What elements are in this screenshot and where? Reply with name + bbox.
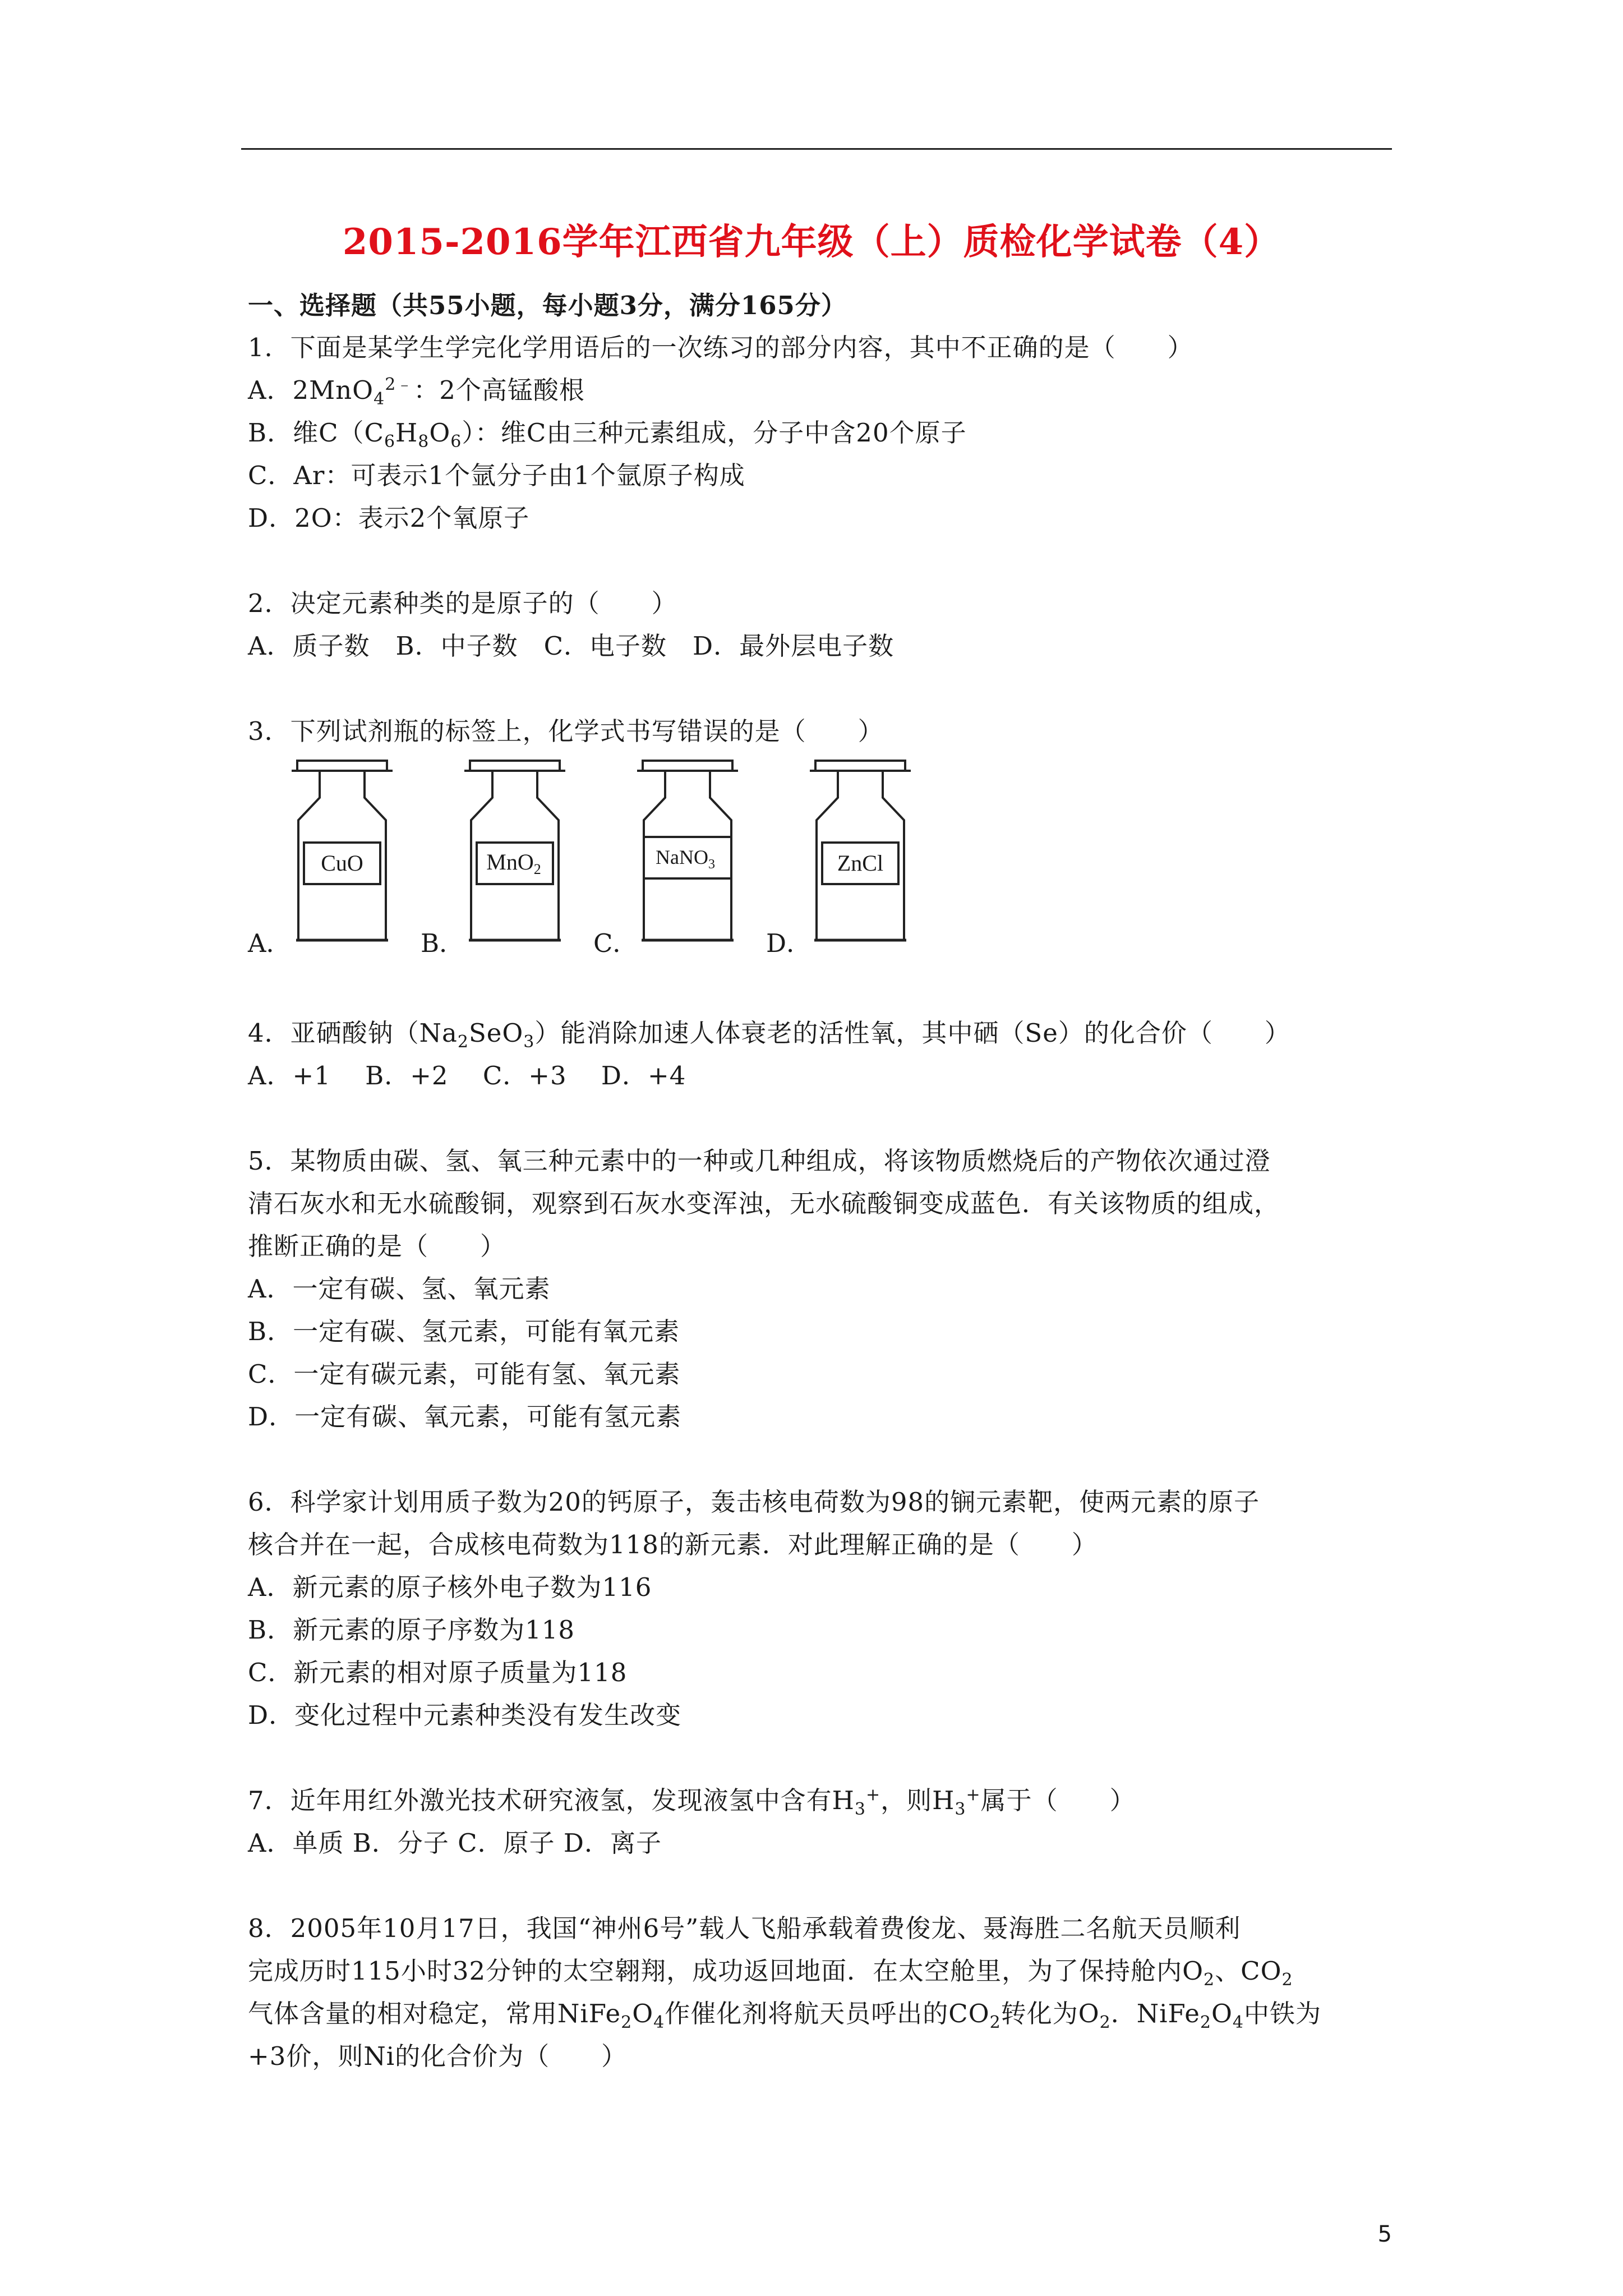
q7-stem: 7．近年用红外激光技术研究液氢，发现液氢中含有$H_3^+$，则$H_3^+$属于（ ） (248, 1785, 1136, 1819)
q6-option-c: C．新元素的相对原子质量为118 (248, 1658, 628, 1687)
q6-option-b: B．新元素的原子序数为118 (248, 1615, 575, 1645)
q8-stem-line3: 气体含量的相对稳定，常用$NiFe_2O_4$作催化剂将航天员呼出的$CO_2$转化为$O_2$．$NiFe_2O_4$中铁为 (248, 1999, 1321, 2032)
section-heading: 一、选择题（共55小题，每小题3分，满分165分） (248, 291, 847, 320)
q3-option-d-label: D． (766, 928, 812, 958)
q1-option-b: B．维$C(C_6H_8O_6)$：维C由三种元素组成，分子中含20个原子 (248, 418, 967, 452)
bottle-c-image (631, 758, 744, 944)
q7-options: A．单质 B．分子 C．原子 D．离子 (248, 1828, 662, 1858)
q1-option-c: C．Ar：可表示1个氩分子由1个氩原子构成 (248, 461, 745, 490)
bottle-b-label: MnO$_2$ (486, 849, 541, 877)
q6-option-d: D．变化过程中元素种类没有发生改变 (248, 1700, 682, 1730)
q1-option-a: A．2MnO$_4^{2﹣}$：2个高锰酸根 (248, 375, 585, 409)
q5-stem-line3: 推断正确的是（ ） (248, 1231, 506, 1261)
q4-options: A．+1 B．+2 C．+3 D．+4 (248, 1061, 686, 1091)
header-rule (241, 148, 1392, 150)
bottle-d-image (804, 758, 916, 944)
q5-option-d: D．一定有碳、氧元素，可能有氢元素 (248, 1402, 682, 1432)
q3-option-b-label: B． (421, 928, 465, 958)
q5-option-a: A．一定有碳、氢、氧元素 (248, 1274, 551, 1304)
q8-stem-line1: 8．2005年10月17日，我国“神州6号”载人飞船承载着费俊龙、聂海胜二名航天员顺利 (248, 1913, 1241, 1943)
q5-stem-line2: 清石灰水和无水硫酸铜，观察到石灰水变浑浊，无水硫酸铜变成蓝色．有关该物质的组成， (248, 1189, 1280, 1218)
q2-stem: 2．决定元素种类的是原子的（ ） (248, 588, 677, 618)
q6-stem-line1: 6．科学家计划用质子数为20的钙原子，轰击核电荷数为98的锎元素靶，使两元素的原子 (248, 1487, 1260, 1517)
bottle-c-label: NaNO$_3$ (656, 846, 715, 872)
page-title: 2015-2016学年江西省九年级（上）质检化学试卷（4） (342, 221, 1281, 263)
q6-stem-line2: 核合并在一起，合成核电荷数为118的新元素．对此理解正确的是（ ） (248, 1530, 1098, 1559)
q5-stem-line1: 5．某物质由碳、氢、氧三种元素中的一种或几种组成，将该物质燃烧后的产物依次通过澄 (248, 1146, 1271, 1176)
q3-option-c-label: C． (593, 928, 638, 958)
q4-stem: 4．亚硒酸钠$(Na_2SeO_3)$能消除加速人体衰老的活性氧，其中硒（Se）的化合价（ ） (248, 1018, 1290, 1052)
bottle-a-image (286, 758, 398, 944)
page-number: 5 (1377, 2221, 1392, 2247)
q5-option-c: C．一定有碳元素，可能有氢、氧元素 (248, 1359, 681, 1389)
bottle-b-image (459, 758, 571, 944)
q3-option-a-label: A． (248, 928, 292, 958)
q3-stem: 3．下列试剂瓶的标签上，化学式书写错误的是（ ） (248, 716, 884, 746)
q1-option-d: D．2O：表示2个氧原子 (248, 503, 530, 533)
q2-options: A．质子数 B．中子数 C．电子数 D．最外层电子数 (248, 631, 895, 661)
bottle-a-label: CuO (321, 850, 363, 876)
q8-stem-line4: +3价，则Ni的化合价为（ ） (248, 2041, 628, 2071)
q1-stem: 1．下面是某学生学完化学用语后的一次练习的部分内容，其中不正确的是（ ） (248, 333, 1193, 362)
q6-option-a: A．新元素的原子核外电子数为116 (248, 1572, 652, 1602)
q5-option-b: B．一定有碳、氢元素，可能有氧元素 (248, 1317, 680, 1346)
bottle-d-label: ZnCl (837, 850, 884, 876)
q8-stem-line2: 完成历时115小时32分钟的太空翱翔，成功返回地面．在太空舱里，为了保持舱内$O_2$、$CO_2$ (248, 1956, 1293, 1990)
